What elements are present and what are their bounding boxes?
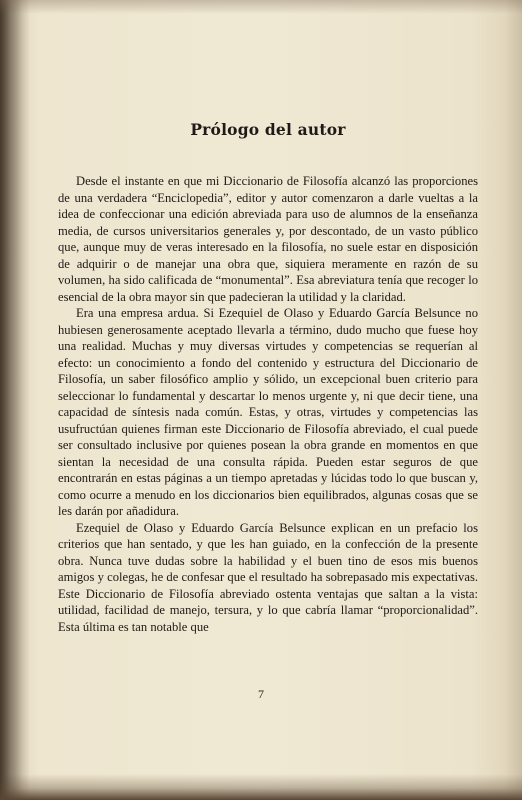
page-title: Prólogo del autor [190,120,346,139]
page-bottom-edge [0,774,522,800]
paragraph-3: Ezequiel de Olaso y Eduardo García Belsunce explican en un prefacio los criterios que han sentado, y que les han guiado, en la confección de la presente obra. Nunca tuve dudas sobre la habilidad y el buen tino de esos mis buenos amigos y colegas, he de confesar que el resultado ha sobrepasado mis expectativas. Este Diccionario de Filosofía abreviado ostenta ventajas que saltan a la vista: utilidad, facilidad de manejo, tersura, y lo que cabría llamar “proporcionalidad”. Esta última es tan notable que [58,520,478,634]
page-top-edge [0,0,522,14]
page-number: 7 [258,687,264,701]
paragraph-1: Desde el instante en que mi Diccionario de Filosofía alcanzó las proporciones de una verdadera “Enciclopedia”, editor y autor comenzaron a darle vueltas a la idea de confeccionar una edición abreviada para uso de alumnos de la enseñanza media, de cursos universitarios generales y, por descontado, de un vasto público que, aunque muy de veras interesado en la filosofía, no suele estar en disposición de adquirir o de manejar una obra que, siquiera meramente en razón de su volumen, ha sido calificada de “monumental”. Esa abreviatura tenía que recoger lo esencial de la obra mayor sin que padecieran la utilidad y la claridad. [58,174,478,304]
paragraph-2: Era una empresa ardua. Si Ezequiel de Olaso y Eduardo García Belsunce no hubiesen generosamente aceptado llevarla a término, dudo mucho que fuese hoy una realidad. Muchas y muy diversas virtudes y competencias se requerían al efecto: un conocimiento a fondo del contenido y estructura del Diccionario de Filosofía, un saber filosófico amplio y sólido, un excepcional buen criterio para seleccionar lo fundamental y descartar lo menos urgente y, ni que decir tiene, una capacidad de síntesis nada común. Estas, y otras, virtudes y competencias las usufructúan quienes firman este Diccionario de Filosofía abreviado, el cual puede ser consultado inclusive por quienes posean la obra grande en momentos en que sientan la necesidad de una consulta rápida. Pueden estar seguros de que encontrarán en estas páginas a un tiempo apretadas y lúcidas todo lo que buscan y, como ocurre a menudo en los diccionarios bien equilibrados, algunas cosas que se les darán por añadidura. [58,306,478,518]
spine-shadow [0,0,30,800]
page-text-block [58,120,478,635]
